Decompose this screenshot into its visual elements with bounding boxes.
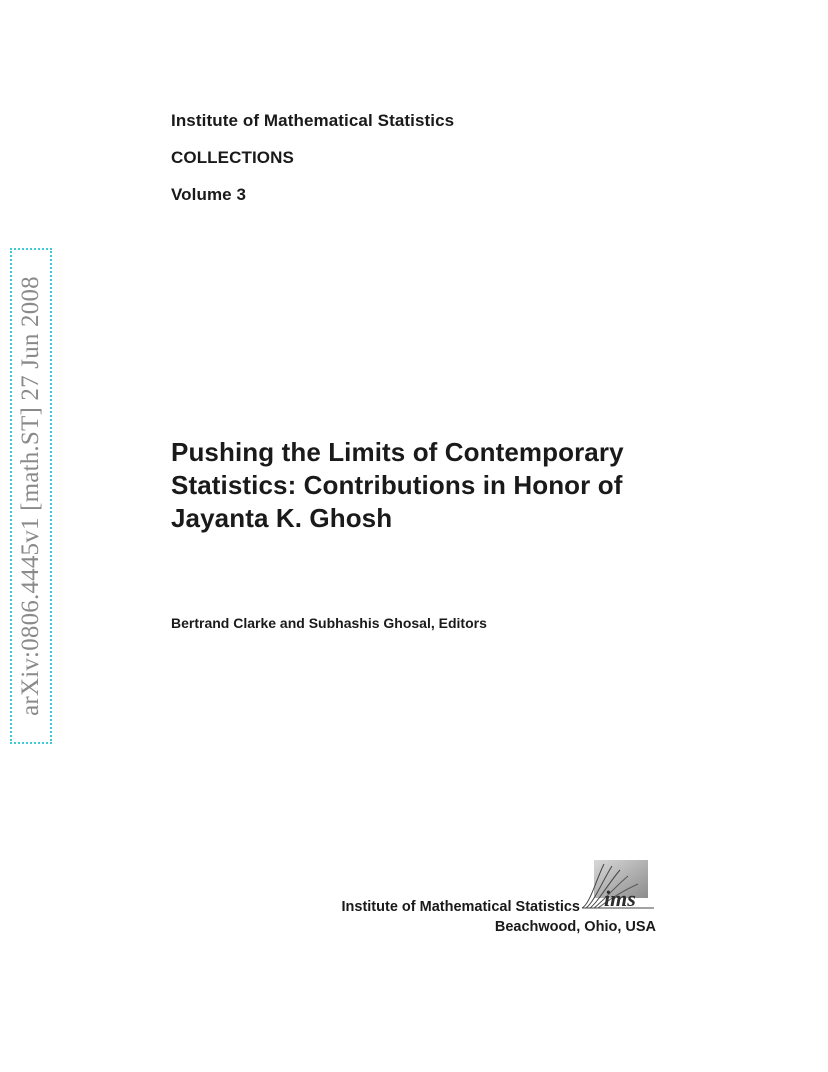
title-line: Pushing the Limits of Contemporary bbox=[171, 437, 624, 467]
series-header bbox=[171, 112, 454, 223]
ims-logo-text: ims bbox=[604, 886, 636, 911]
arxiv-stamp bbox=[10, 248, 52, 744]
series-publisher: Institute of Mathematical Statistics bbox=[171, 111, 455, 130]
title-line: Jayanta K. Ghosh bbox=[171, 503, 393, 533]
imprint-name: Institute of Mathematical Statistics bbox=[341, 899, 580, 915]
arxiv-identifier: arXiv:0806.4445v1 [math.ST] 27 Jun 2008 bbox=[17, 276, 44, 716]
title-line: Statistics: Contributions in Honor of bbox=[171, 470, 623, 500]
series-collection: COLLECTIONS bbox=[171, 148, 294, 167]
editors: Bertrand Clarke and Subhashis Ghosal, Editors bbox=[171, 615, 487, 631]
book-title bbox=[171, 436, 671, 535]
series-volume: Volume 3 bbox=[171, 185, 247, 204]
imprint-place: Beachwood, Ohio, USA bbox=[494, 919, 656, 935]
imprint bbox=[342, 898, 657, 936]
